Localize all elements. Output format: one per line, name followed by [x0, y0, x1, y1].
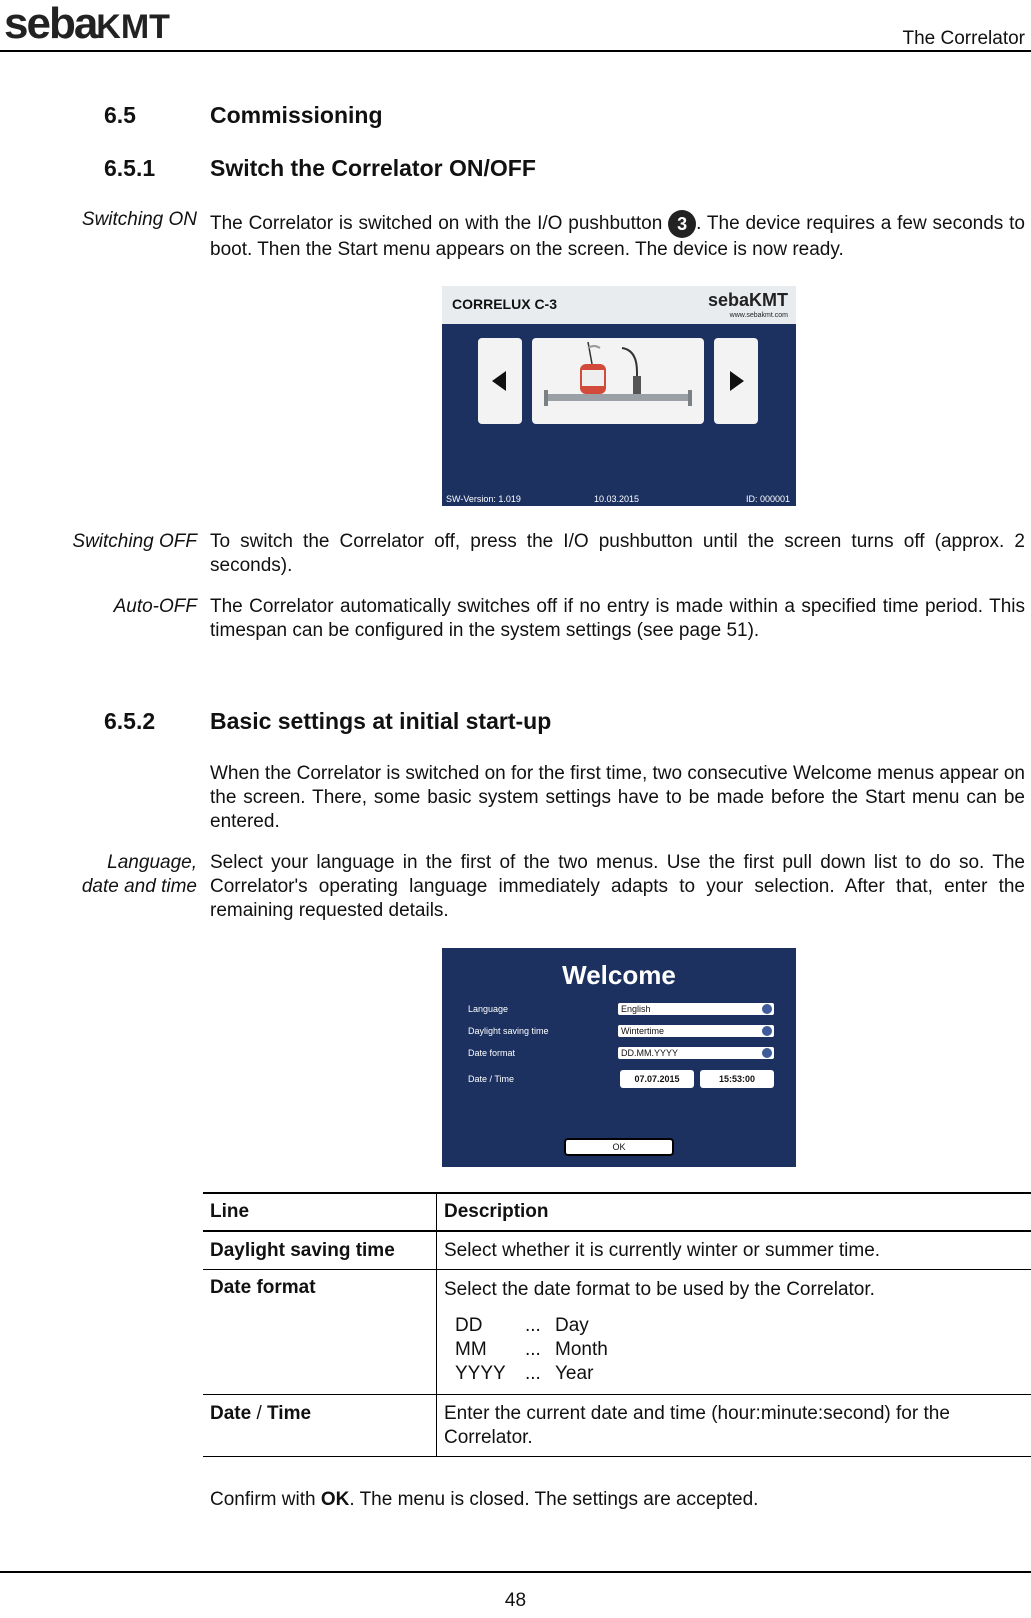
table-cell-description: Enter the current date and time (hour:minute:second) for the Correlator.: [444, 1403, 950, 1448]
format-sep: ...: [525, 1315, 541, 1336]
arrow-right-icon: [730, 371, 744, 391]
format-code: YYYY: [455, 1363, 506, 1384]
daylight-saving-select[interactable]: Wintertime: [618, 1025, 774, 1037]
date-field[interactable]: 07.07.2015: [620, 1070, 694, 1088]
next-button[interactable]: [714, 338, 758, 424]
subsection-title: Switch the Correlator ON/OFF: [210, 155, 536, 181]
device-illustration: [532, 338, 704, 424]
seba-kmt-logo: sebaKMT: [4, 0, 170, 48]
table-header-line: Line: [210, 1201, 250, 1222]
table-cell-line: Date format: [210, 1277, 316, 1298]
margin-label-auto-off: Auto-OFF: [113, 596, 197, 617]
table-cell-description: Select the date format to be used by the Correlator.: [444, 1279, 875, 1300]
pushbutton-number-badge: 3: [668, 210, 696, 238]
table-column-rule: [436, 1192, 437, 1457]
table-rule: [203, 1230, 1031, 1232]
subsection-number: 6.5.2: [104, 708, 156, 734]
welcome-menu-screenshot: [442, 948, 796, 1167]
format-meaning: Year: [555, 1363, 594, 1384]
intro-text: When the Correlator is switched on for the first time, two consecutive Welcome menus appear on the screen. There, some basic system settings have to be made before the Start menu can be entered.: [210, 763, 1025, 832]
table-rule: [203, 1456, 1031, 1457]
subsection-title: Basic settings at initial start-up: [210, 708, 552, 734]
format-meaning: Day: [555, 1315, 589, 1336]
page-number: 48: [504, 1590, 527, 1611]
format-code: MM: [455, 1339, 487, 1360]
table-rule: [203, 1192, 1031, 1194]
table-cell-line: Daylight saving time: [210, 1240, 395, 1261]
margin-label-switching-on: Switching ON: [81, 209, 197, 230]
screen-date: 10.03.2015: [594, 494, 640, 504]
arrow-left-icon: [492, 371, 506, 391]
date-format-label: Date format: [468, 1048, 516, 1058]
subsection-number: 6.5.1: [104, 155, 156, 181]
sw-version: SW-Version: 1.019: [446, 494, 521, 504]
screen-title: CORRELUX C-3: [452, 296, 558, 312]
header-title: The Correlator: [902, 28, 1025, 49]
format-sep: ...: [525, 1363, 541, 1384]
switching-on-text: The Correlator is switched on with the I/O pushbutton 3 . The device requires a few seconds to boot. Then the Start menu appears on the screen. The device is now ready.: [210, 210, 1025, 262]
table-cell-description: Select whether it is currently winter or summer time.: [444, 1240, 881, 1261]
chevron-down-icon: [762, 1004, 772, 1014]
footer-rule: [0, 1571, 1031, 1573]
table-rule: [203, 1394, 1031, 1395]
auto-off-text: The Correlator automatically switches off if no entry is made within a specified time period. This timespan can be configured in the system settings (see page 51).: [210, 596, 1025, 641]
daylight-saving-label: Daylight saving time: [468, 1026, 549, 1036]
section-number: 6.5: [104, 102, 136, 128]
time-field[interactable]: 15:53:00: [700, 1070, 774, 1088]
margin-label-switching-off: Switching OFF: [72, 531, 197, 552]
section-title: Commissioning: [210, 102, 383, 128]
language-select[interactable]: English: [618, 1003, 774, 1015]
table-cell-line: Date / Time: [210, 1403, 312, 1424]
settings-table: [203, 1192, 1031, 1460]
confirm-text: Confirm with OK. The menu is closed. The settings are accepted.: [210, 1489, 759, 1510]
chevron-down-icon: [762, 1026, 772, 1036]
format-meaning: Month: [555, 1339, 608, 1360]
language-label: Language: [468, 1004, 509, 1014]
welcome-title: Welcome: [562, 960, 676, 990]
switching-off-text: To switch the Correlator off, press the I/O pushbutton until the screen turns off (approx. 2 seconds).: [210, 531, 1025, 576]
chevron-down-icon: [762, 1048, 772, 1058]
format-sep: ...: [525, 1339, 541, 1360]
table-header-description: Description: [444, 1201, 549, 1222]
start-menu-screenshot: [442, 286, 796, 506]
device-id: ID: 000001: [745, 494, 790, 504]
language-text: Select your language in the first of the two menus. Use the first pull down list to do so. The Correlator's operating language immediately adapts to your selection. After that, enter the remaining requested details.: [210, 852, 1025, 921]
header-rule: [0, 50, 1031, 52]
screen-logo: sebaKMT www.sebakmt.com: [707, 290, 788, 319]
previous-button[interactable]: [478, 338, 522, 424]
date-format-select[interactable]: DD.MM.YYYY: [618, 1047, 774, 1059]
sensor-on-pipe-icon: [532, 338, 704, 424]
format-code: DD: [455, 1315, 483, 1336]
table-rule: [203, 1269, 1031, 1270]
date-time-label: Date / Time: [468, 1074, 515, 1084]
margin-label-language: Language, date and time: [81, 852, 197, 897]
ok-button[interactable]: OK: [564, 1138, 674, 1156]
